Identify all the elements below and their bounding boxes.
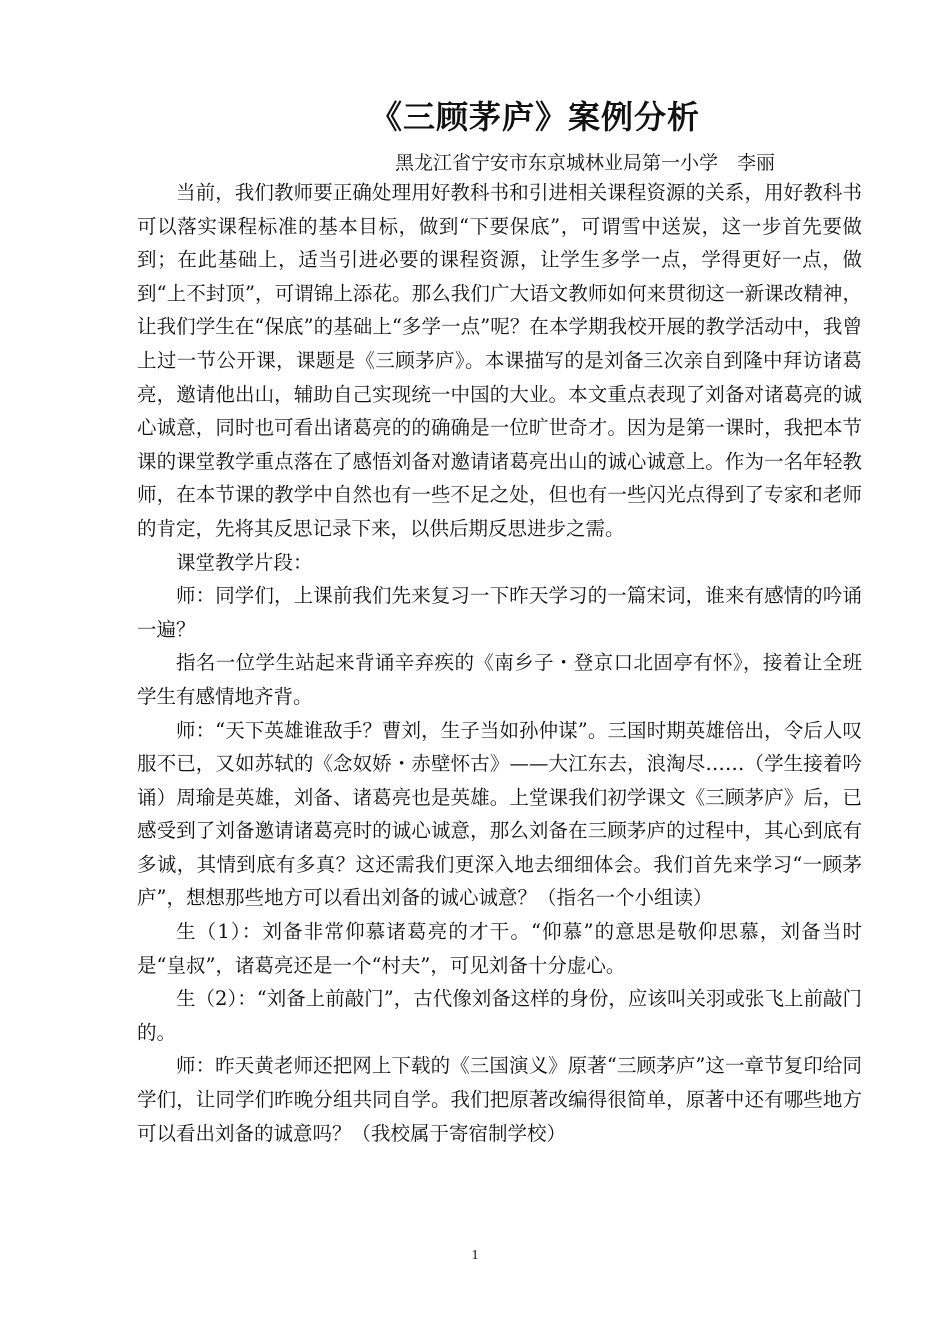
author-line: 黑龙江省宁安市东京城林业局第一小学 李丽 — [394, 152, 775, 174]
paragraph: 生（1）：刘备非常仰慕诸葛亮的才干。“仰慕”的意思是敬仰思慕，刘备当时是“皇叔”，诸葛亮还是一个“村夫”，可见刘备十分虚心。 — [137, 920, 862, 977]
paragraph: 师：“天下英雄谁敌手？曹刘，生子当如孙仲谋”。三国时期英雄倍出，令后人叹服不已，又如苏轼的《念奴娇・赤壁怀古》——大江东去，浪淘尽……（学生接着吟诵）周瑜是英雄，刘备、诸葛亮也是英雄。上堂课我们初学课文《三顾茅庐》后，已感受到了刘备邀请诸葛亮时的诚心诚意，那么刘备在三顾茅庐的过程中，其心到底有多诚，其情到底有多真？这还需我们更深入地去细细体会。我们首先来学习“一顾茅庐”，想想那些地方可以看出刘备的诚心诚意？（指名一个小组读） — [137, 718, 862, 910]
paragraph: 当前，我们教师要正确处理用好教科书和引进相关课程资源的关系，用好教科书可以落实课程标准的基本目标，做到“下要保底”，可谓雪中送炭，这一步首先要做到；在此基础上，适当引进必要的课程资源，让学生多学一点，学得更好一点，做到“上不封顶”，可谓锦上添花。那么我们广大语文教师如何来贯彻这一新课改精神，让我们学生在“保底”的基础上“多学一点”呢？在本学期我校开展的教学活动中，我曾上过一节公开课，课题是《三顾茅庐》。本课描写的是刘备三次亲自到隆中拜访诸葛亮，邀请他出山，辅助自己实现统一中国的大业。本文重点表现了刘备对诸葛亮的诚心诚意，同时也可看出诸葛亮的的确确是一位旷世奇才。因为是第一课时，我把本节课的课堂教学重点落在了感悟刘备对邀请诸葛亮出山的诚心诚意上。作为一名年轻教师，在本节课的教学中自然也有一些不足之处，但也有一些闪光点得到了专家和老师的肯定，先将其反思记录下来，以供后期反思进步之需。 — [137, 181, 862, 540]
paragraph: 师：昨天黄老师还把网上下载的《三国演义》原著“三顾茅庐”这一章节复印给同学们，让同学们昨晚分组共同自学。我们把原著改编得很简单，原著中还有哪些地方可以看出刘备的诚意吗？（我校属于寄宿制学校） — [137, 1054, 862, 1145]
page-number: 1 — [471, 1248, 479, 1263]
document-body — [137, 176, 862, 1150]
page-title: 《三顾茅庐》案例分析 — [369, 98, 700, 136]
paragraph: 课堂教学片段： — [176, 550, 313, 574]
paragraph: 指名一位学生站起来背诵辛弃疾的《南乡子・登京口北固亭有怀》，接着让全班学生有感情地齐背。 — [137, 651, 862, 708]
paragraph: 师：同学们，上课前我们先来复习一下昨天学习的一篇宋词，谁来有感情的吟诵一遍？ — [137, 584, 862, 641]
paragraph: 生（2）：“刘备上前敲门”，古代像刘备这样的身份，应该叫关羽或张飞上前敲门的。 — [137, 987, 862, 1044]
